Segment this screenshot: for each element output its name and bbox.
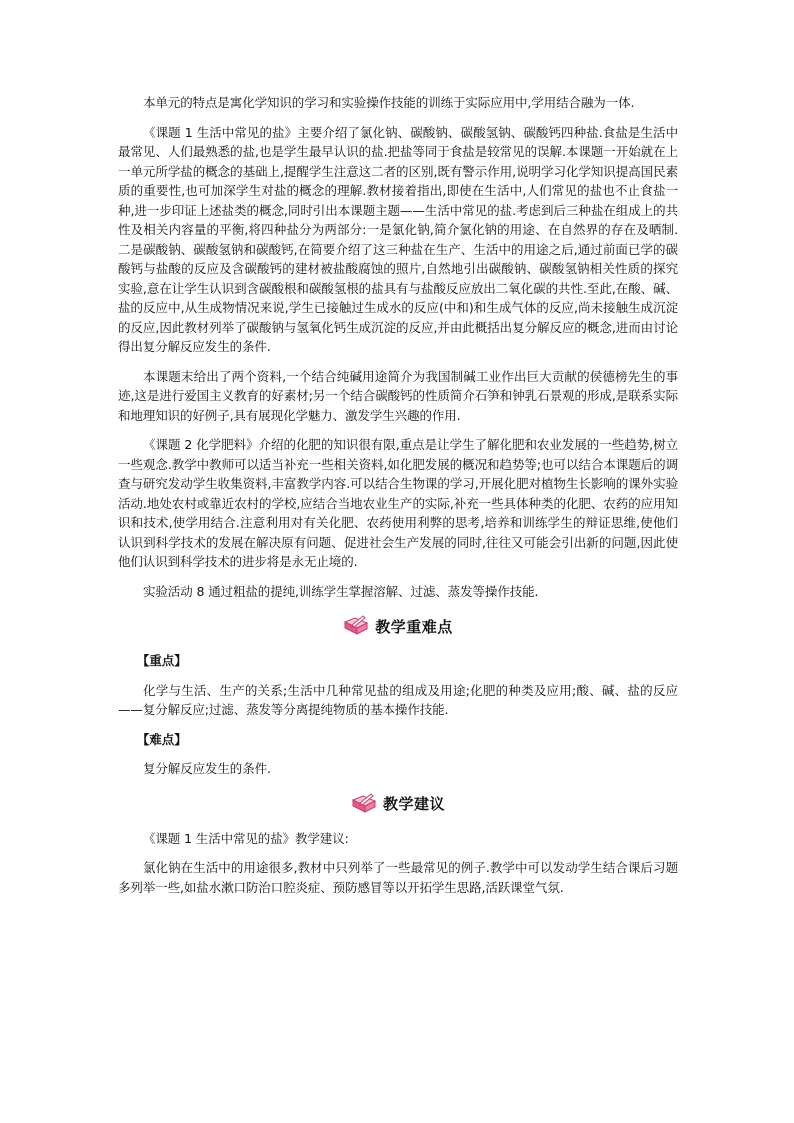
document-page: [118, 93, 678, 897]
section-title: 教学重难点: [375, 617, 453, 636]
section-heading-key-points: [118, 611, 678, 641]
intro-paragraph-5: 实验活动 8 通过粗盐的提纯,训练学生掌握溶解、过滤、蒸发等操作技能.: [143, 583, 539, 599]
intro-paragraph-2: 《课题 1 生活中常见的盐》主要介绍了氯化钠、碳酸钠、碳酸氢钠、碳酸钙四种盐.食盐是生活中最常见、人们最熟悉的盐,也是学生最早认识的盐.把盐等同于食盐是较常见的误解.本课题一开始就在上一单元所学盐的概念的基础上,提醒学生注意这二者的区别,既有警示作用,说明学习化学知识提高国民素质的重要性,也可加深学生对盐的概念的理解.教材接着指出,即使在生活中,人们常见的盐也不止食盐一种,进一步印证上述盐类的概念,同时引出本课题主题——生活中常见的盐.考虑到后三种盐在组成上的共性及相关内容量的平衡,将四种盐分为两部分:一是氯化钠,简介氯化钠的用途、在自然界的存在及晒制.二是碳酸钠、碳酸氢钠和碳酸钙,在简要介绍了这三种盐在生产、生活中的用途之后,通过前面已学的碳酸钙与盐酸的反应及含碳酸钙的建材被盐酸腐蚀的照片,自然地引出碳酸钠、碳酸氢钠相关性质的探究实验,意在让学生认识到含碳酸根和碳酸氢根的盐具有与盐酸反应放出二氧化碳的共性.至此,在酸、碱、盐的反应中,从生成物情况来说,学生已接触过生成水的反应(中和)和生成气体的反应,尚未接触生成沉淀的反应,因此教材列举了碳酸钠与氢氧化钙生成沉淀的反应,并由此概括出复分解反应的概念,进而由讨论得出复分解反应发生的条件.: [118, 124, 678, 354]
suggestion-text: 氯化钠在生活中的用途很多,教材中只列举了一些最常见的例子.教学中可以发动学生结合课后习题多列举一些,如盐水漱口防治口腔炎症、预防感冒等以开拓学生思路,活跃课堂气氛.: [118, 860, 678, 895]
intro-paragraph-4: 《课题 2 化学肥料》介绍的化肥的知识很有限,重点是让学生了解化肥和农业发展的一些趋势,树立一些观念.教学中教师可以适当补充一些相关资料,如化肥发展的概况和趋势等;也可以结合本课题后的调查与研究发动学生收集资料,丰富教学内容.可以结合生物课的学习,开展化肥对植物生长影响的课外实验活动.地处农村或靠近农村的学校,应结合当地农业生产的实际,补充一些具体种类的化肥、农药的应用知识和技术,使学用结合.注意利用对有关化肥、农药使用利弊的思考,培养和训练学生的辩证思维,使他们认识到科学技术的发展在解决原有问题、促进社会生产发展的同时,往往又可能会引出新的问题,因此使他们认识到科学技术的进步将是永无止境的.: [118, 437, 678, 569]
section-heading-suggestions: [118, 789, 678, 819]
pencil-book-icon: [351, 792, 377, 816]
section-title: 教学建议: [382, 795, 445, 813]
focus-text: 化学与生活、生产的关系;生活中几种常见盐的组成及用途;化肥的种类及应用;酸、碱、盐的反应——复分解反应;过滤、蒸发等分离提纯物质的基本操作技能.: [118, 682, 678, 717]
difficulty-text: 复分解反应发生的条件.: [143, 761, 271, 776]
intro-paragraph-1: 本单元的特点是寓化学知识的学习和实验操作技能的训练于实际应用中,学用结合融为一体.: [143, 95, 635, 110]
pencil-book-icon: [343, 614, 369, 638]
difficulty-label: 【难点】: [136, 731, 187, 747]
intro-paragraph-3: 本课题末给出了两个资料,一个结合纯碱用途简介为我国制碱工业作出巨大贡献的侯德榜先生的事迹,这是进行爱国主义教育的好素材;另一个结合碳酸钙的性质简介石笋和钟乳石景观的形成,是联系实际和地理知识的好例子,具有展现化学魅力、激发学生兴趣的作用.: [118, 368, 678, 423]
focus-label: 【重点】: [136, 653, 187, 668]
lesson-label: 《课题 1 生活中常见的盐》教学建议:: [143, 830, 349, 846]
